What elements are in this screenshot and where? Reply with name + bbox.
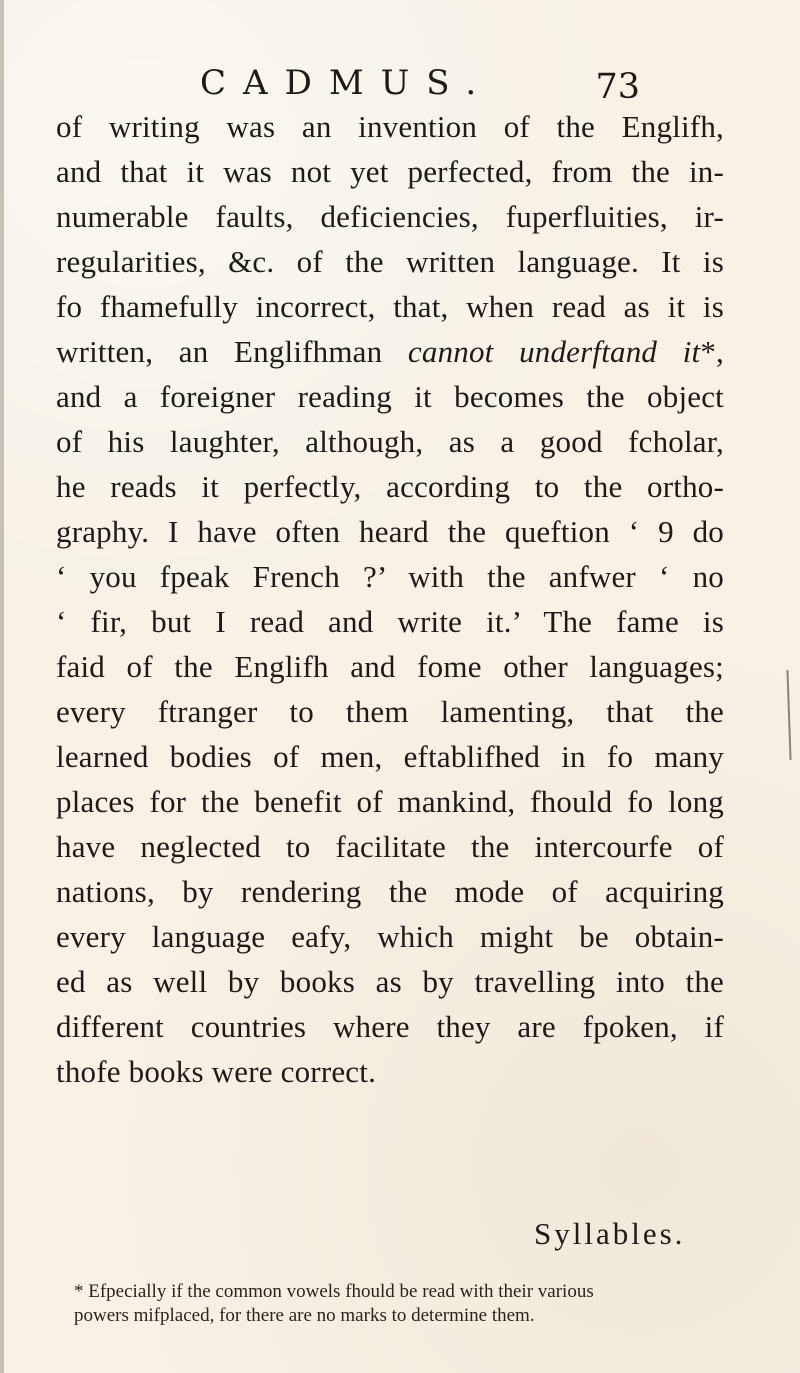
text-line-6-before: written, an Englifhman (56, 334, 408, 369)
footnote (74, 1280, 724, 1328)
text-line-1: of writing was an invention of the Englifh, (56, 109, 724, 144)
text-line-4: regularities, &c. of the written language. It is (56, 244, 724, 279)
main-text-block (56, 104, 724, 1094)
text-line-6-after: *, (700, 334, 724, 369)
text-line-10: graphy. I have often heard the queftion ‘ 9 do (56, 514, 724, 549)
text-line-15: learned bodies of men, eftablifhed in fo many (56, 739, 724, 774)
text-line-6 (56, 329, 724, 374)
page-number: 73 (595, 67, 640, 107)
text-line-2: and that it was not yet perfected, from the in- (56, 154, 724, 189)
text-line-22: thofe books were correct. (56, 1054, 377, 1089)
text-line-8: of his laughter, although, as a good fcholar, (56, 424, 724, 459)
margin-mark (786, 670, 791, 760)
footnote-line-1: * Efpecially if the common vowels fhould be read with their various (74, 1281, 594, 1302)
text-line-17: have neglected to facilitate the intercourfe of (56, 829, 724, 864)
text-line-20: ed as well by books as by travelling into the (56, 964, 724, 999)
text-line-7: and a foreigner reading it becomes the object (56, 379, 724, 414)
text-line-19: every language eafy, which might be obtain- (56, 919, 724, 954)
running-head: CADMUS. (200, 63, 494, 103)
text-line-21: different countries where they are fpoken, if (56, 1009, 724, 1044)
text-line-16: places for the benefit of mankind, fhould fo long (56, 784, 724, 819)
text-line-11: ‘ you fpeak French ?’ with the anfwer ‘ no (56, 559, 724, 594)
section-heading: Syllables. (534, 1216, 686, 1251)
italic-phrase: cannot underftand it (407, 334, 701, 369)
footnote-line-2: powers mifplaced, for there are no marks to determine them. (74, 1305, 535, 1326)
text-line-18: nations, by rendering the mode of acquiring (56, 874, 724, 909)
text-line-12: ‘ fir, but I read and write it.’ The fame is (56, 604, 724, 639)
text-line-9: he reads it perfectly, according to the ortho- (56, 469, 724, 504)
page-left-edge (0, 0, 4, 1373)
text-line-14: every ftranger to them lamenting, that the (56, 694, 724, 729)
text-line-13: faid of the Englifh and fome other languages; (56, 649, 724, 684)
text-line-5: fo fhamefully incorrect, that, when read as it is (56, 289, 724, 324)
text-line-3: numerable faults, deficiencies, fuperfluities, ir- (56, 199, 724, 234)
